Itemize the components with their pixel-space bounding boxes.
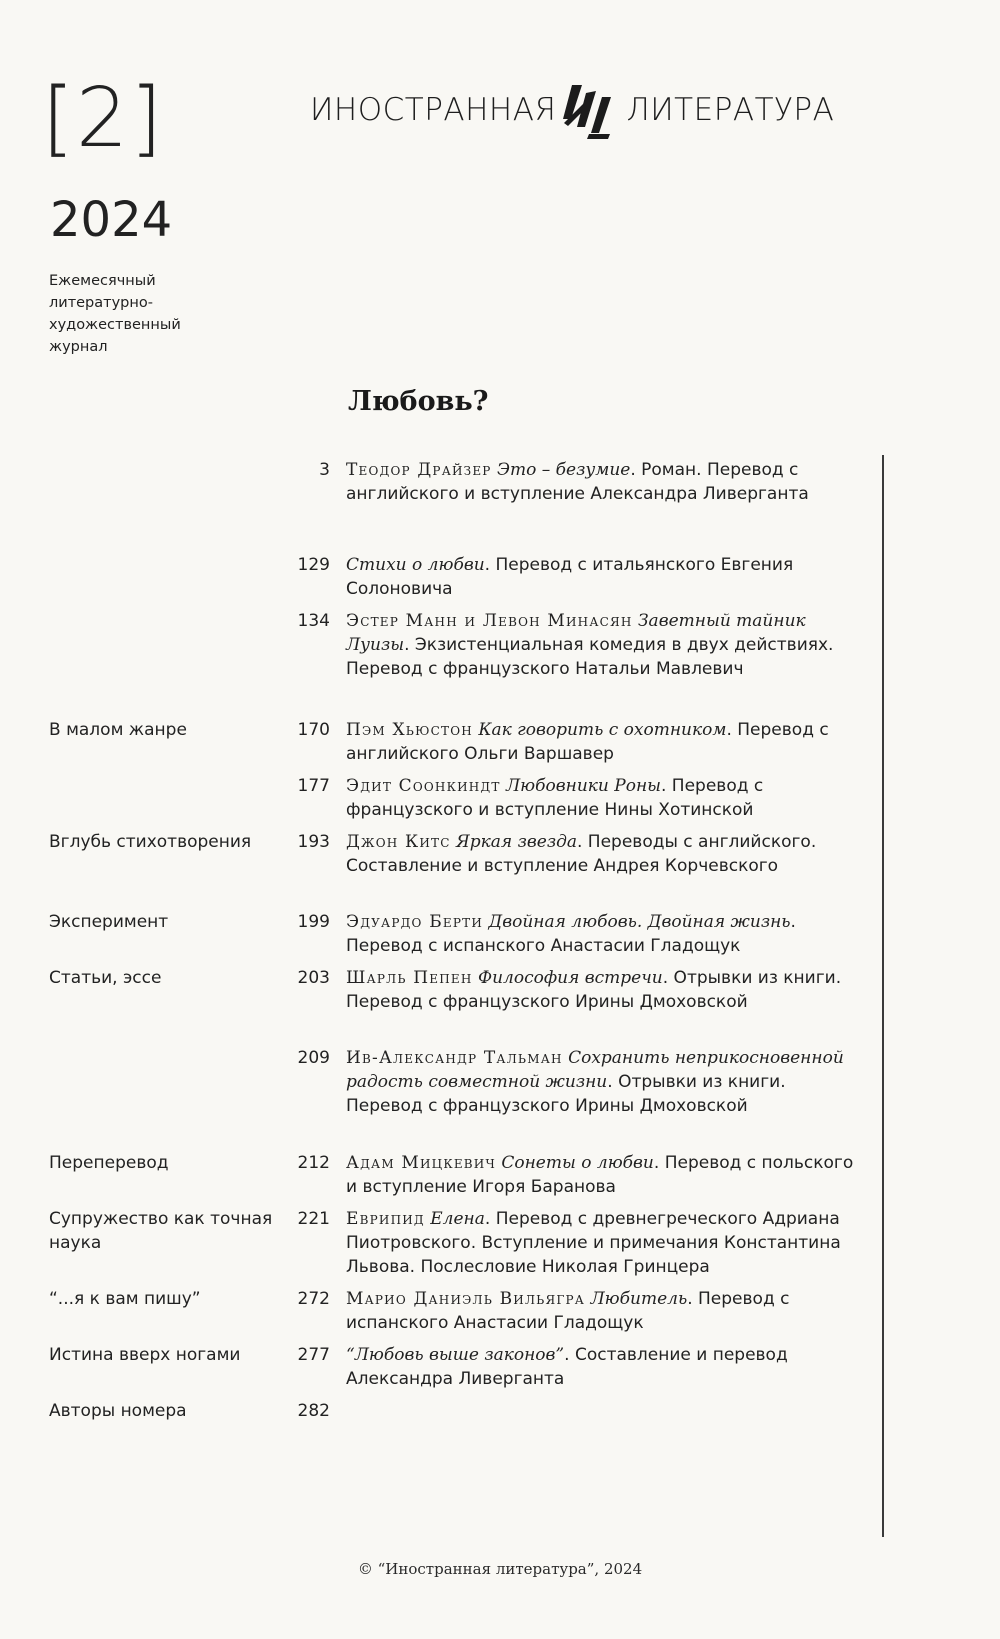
work-title: Сохранить неприкосновенной радость совместной жизни: [346, 1048, 844, 1092]
toc-entry: [0, 830, 1000, 910]
page-number: 282: [297, 1401, 330, 1421]
page-number: 170: [297, 720, 330, 740]
entry-text: [346, 1207, 856, 1279]
journal-description: [49, 270, 249, 358]
work-title: “Любовь выше законов”: [346, 1345, 565, 1365]
entry-details: . Роман. Перевод с английского и вступление Александра Ливерганта: [346, 460, 809, 504]
entry-text: [346, 1343, 856, 1391]
page-number: 221: [297, 1209, 330, 1229]
toc-entry: [0, 774, 1000, 830]
toc-entry: [0, 1207, 1000, 1287]
author-name: Пэм Хьюстон: [346, 720, 473, 740]
rubric-label: Эксперимент: [49, 912, 169, 932]
author-name: Эдуардо Берти: [346, 912, 483, 932]
description-line: Ежемесячный: [49, 273, 156, 289]
page-number: 3: [319, 460, 330, 480]
toc-entry: [0, 553, 1000, 609]
work-title: Стихи о любви: [346, 555, 485, 575]
work-title: Елена: [430, 1209, 485, 1229]
entry-details: . Перевод с испанского Анастасии Гладощук: [346, 912, 796, 956]
work-title: Яркая звезда: [456, 832, 577, 852]
page-number: 134: [297, 611, 330, 631]
entry-text: [346, 910, 856, 958]
toc-entry: [0, 1399, 1000, 1429]
author-name: Эстер Манн и Левон Минасян: [346, 611, 633, 631]
entry-text: [346, 774, 856, 822]
page-number: 203: [297, 968, 330, 988]
work-title: Философия встречи: [477, 968, 663, 988]
table-of-contents: [0, 458, 1000, 1429]
entry-details: . Отрывки из книги. Перевод с французского Ирины Дмоховской: [346, 968, 842, 1012]
page-number: 129: [297, 555, 330, 575]
issue-number: [2]: [42, 71, 165, 166]
entry-text: [346, 553, 856, 601]
rubric-label: “...я к вам пишу”: [49, 1289, 201, 1309]
author-name: Джон Китс: [346, 832, 451, 852]
toc-entry: [0, 609, 1000, 718]
entry-text: [346, 1151, 856, 1199]
entry-text: [346, 966, 856, 1014]
work-title: Это – безумие: [496, 460, 631, 480]
toc-entry: [0, 966, 1000, 1046]
description-line: художественный: [49, 317, 181, 333]
rubric-label: Переперевод: [49, 1153, 169, 1173]
copyright-footer: © “Иностранная литература”, 2024: [357, 1560, 643, 1578]
description-line: литературно-: [49, 295, 153, 311]
page-number: 277: [297, 1345, 330, 1365]
author-name: Эдит Соонкиндт: [346, 776, 501, 796]
logo-il-monogram-icon: [558, 79, 624, 141]
entry-details: . Перевод с английского Ольги Варшавер: [346, 720, 829, 764]
toc-entry: [0, 458, 1000, 553]
author-name: Марио Даниэль Вильягра: [346, 1289, 586, 1309]
entry-details: . Перевод с итальянского Евгения Солоновича: [346, 555, 794, 599]
entry-text: [346, 1287, 856, 1335]
rubric-label: Супружество как точная наука: [49, 1209, 273, 1253]
toc-entry: [0, 718, 1000, 774]
work-title: Как говорить с охотником: [478, 720, 727, 740]
page-number: 209: [297, 1048, 330, 1068]
entry-details: . Перевод с древнегреческого Адриана Пиотровского. Вступление и примечания Константина Львова. Послесловие Николая Гринцера: [346, 1209, 841, 1277]
section-title: Любовь?: [348, 386, 489, 417]
toc-entry: [0, 910, 1000, 966]
entry-details: . Составление и перевод Александра Ливерганта: [346, 1345, 788, 1389]
entry-details: . Отрывки из книги. Перевод с французского Ирины Дмоховской: [346, 1072, 786, 1116]
issue-year: 2024: [50, 192, 173, 248]
rubric-label: Истина вверх ногами: [49, 1345, 241, 1365]
toc-entry: [0, 1287, 1000, 1343]
entry-text: [346, 1046, 856, 1118]
rubric-label: В малом жанре: [49, 720, 187, 740]
rubric-label: Статьи, эссе: [49, 968, 162, 988]
work-title: Любовники Роны: [505, 776, 661, 796]
toc-entry: [0, 1151, 1000, 1207]
page-number: 272: [297, 1289, 330, 1309]
author-name: Шарль Пепен: [346, 968, 473, 988]
work-title: Двойная любовь. Двойная жизнь: [488, 912, 791, 932]
work-title: Любитель: [590, 1289, 688, 1309]
journal-logo: [310, 80, 834, 140]
page-number: 193: [297, 832, 330, 852]
work-title: Сонеты о любви: [501, 1153, 654, 1173]
author-name: Ив-Александр Тальман: [346, 1048, 563, 1068]
logo-text-left: ИНОСТРАННАЯ: [310, 92, 557, 128]
work-title: Заветный тайник Луизы: [346, 611, 806, 655]
author-name: Еврипид: [346, 1209, 425, 1229]
toc-entry: [0, 1343, 1000, 1399]
entry-text: [346, 458, 856, 506]
page-number: 177: [297, 776, 330, 796]
entry-text: [346, 609, 856, 681]
entry-text: [346, 718, 856, 766]
page-number: 199: [297, 912, 330, 932]
page-number: 212: [297, 1153, 330, 1173]
entry-text: [346, 830, 856, 878]
author-name: Адам Мицкевич: [346, 1153, 496, 1173]
rubric-label: Авторы номера: [49, 1401, 187, 1421]
author-name: Теодор Драйзер: [346, 460, 492, 480]
rubric-label: Вглубь стихотворения: [49, 832, 252, 852]
description-line: журнал: [49, 339, 108, 355]
entry-details: . Перевод с испанского Анастасии Гладощук: [346, 1289, 790, 1333]
entry-details: . Перевод с французского и вступление Нины Хотинской: [346, 776, 764, 820]
entry-details: . Переводы с английского. Составление и вступление Андрея Корчевского: [346, 832, 817, 876]
logo-text-right: ЛИТЕРАТУРА: [626, 92, 835, 128]
entry-details: . Перевод с польского и вступление Игоря Баранова: [346, 1153, 854, 1197]
toc-entry: [0, 1046, 1000, 1151]
entry-details: . Экзистенциальная комедия в двух действиях. Перевод с французского Натальи Мавлевич: [346, 635, 834, 679]
